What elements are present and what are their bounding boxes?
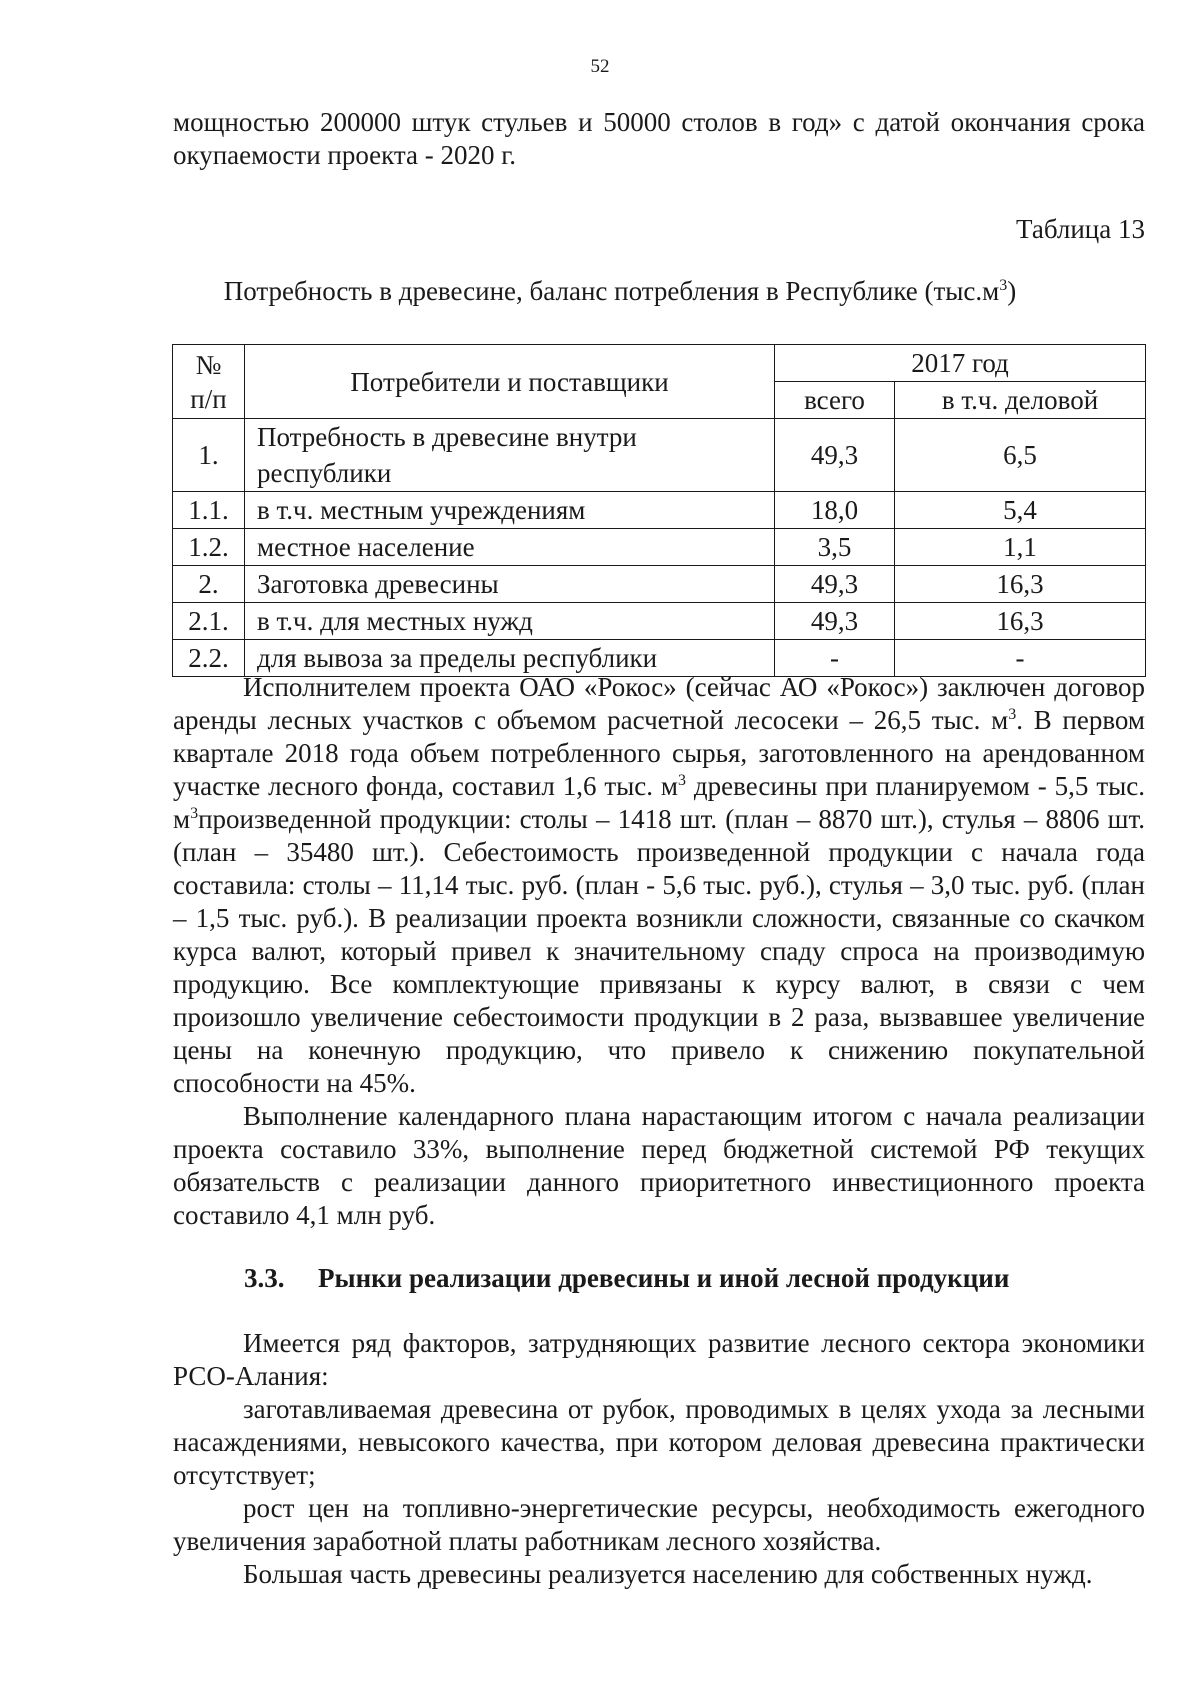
- section-paragraphs: [173, 1327, 1145, 1591]
- para1-sup2: 3: [678, 772, 687, 789]
- row-business: 5,4: [895, 492, 1146, 529]
- para1-part-b: . В первом квартале 2018 года объем потребленного сырья, заготовленного на арендованном участке лесного фонда, составил 1,6 тыс. м: [173, 705, 1146, 801]
- row-name: для вывоза за пределы республики: [245, 640, 775, 677]
- table-title: [0, 276, 1200, 307]
- paragraph-project-executor: [173, 671, 1145, 1100]
- header-name: Потребители и поставщики: [245, 345, 775, 419]
- row-business: -: [895, 640, 1146, 677]
- row-total: 3,5: [775, 529, 895, 566]
- table-row: [173, 603, 1146, 640]
- table-title-sup: 3: [999, 277, 1008, 294]
- row-business: 16,3: [895, 603, 1146, 640]
- consumption-table: [172, 344, 1146, 677]
- section-heading: [244, 1263, 1009, 1294]
- body-paragraphs: [173, 671, 1145, 1232]
- row-name: в т.ч. для местных нужд: [245, 603, 775, 640]
- table-row: [173, 529, 1146, 566]
- intro-text: мощностью 200000 штук стульев и 50000 столов в год» с датой окончания срока окупаемости проекта - 2020 г.: [173, 107, 1145, 170]
- paragraph-fuel-prices: рост цен на топливно-энергетические ресурсы, необходимость ежегодного увеличения заработной платы работникам лесного хозяйства.: [173, 1493, 1145, 1556]
- header-num-line2: п/п: [190, 383, 227, 414]
- row-total: 18,0: [775, 492, 895, 529]
- row-total: -: [775, 640, 895, 677]
- row-business: 6,5: [895, 419, 1146, 492]
- row-num: 1.: [173, 419, 245, 492]
- para1-sup3: 3: [190, 805, 199, 822]
- header-num: [173, 345, 245, 419]
- row-business: 16,3: [895, 566, 1146, 603]
- row-name: Потребность в древесине внутри республики: [245, 419, 775, 492]
- table-title-text: Потребность в древесине, баланс потребления в Республике (тыс.м: [223, 276, 1000, 306]
- table-row: [173, 419, 1146, 492]
- page-number: 52: [590, 56, 610, 77]
- row-total: 49,3: [775, 419, 895, 492]
- table-header-row: [173, 345, 1146, 382]
- section-title: Рынки реализации древесины и иной лесной продукции: [318, 1263, 1010, 1293]
- header-year: 2017 год: [775, 345, 1146, 382]
- intro-paragraph: [173, 106, 1145, 172]
- row-name: в т.ч. местным учреждениям: [245, 492, 775, 529]
- table-row: [173, 566, 1146, 603]
- para1-part-a: Исполнителем проекта ОАО «Рокос» (сейчас АО «Рокос») заключен договор аренды лесных участков с объемом расчетной лесосеки – 26,5 тыс. м: [173, 672, 1145, 735]
- para1-sup1: 3: [1008, 706, 1017, 723]
- para1-part-c: древесины при планируемом - 5,5 тыс. м: [173, 771, 1146, 834]
- table-row: [173, 492, 1146, 529]
- row-business: 1,1: [895, 529, 1146, 566]
- row-num: 1.1.: [173, 492, 245, 529]
- row-num: 1.2.: [173, 529, 245, 566]
- row-num: 2.: [173, 566, 245, 603]
- paragraph-population-sales: Большая часть древесины реализуется населению для собственных нужд.: [243, 1559, 1093, 1589]
- row-num: 2.2.: [173, 640, 245, 677]
- row-total: 49,3: [775, 603, 895, 640]
- paragraph-calendar-plan: Выполнение календарного плана нарастающим итогом с начала реализации проекта составило 33%, выполнение перед бюджетной системой РФ текущих обязательств с реализации данного приоритетного инвестиционного проекта составило 4,1 млн руб.: [173, 1101, 1145, 1230]
- header-total: всего: [775, 382, 895, 419]
- paragraph-timber-quality: заготавливаемая древесина от рубок, проводимых в целях ухода за лесными насаждениями, невысокого качества, при котором деловая древесина практически отсутствует;: [173, 1394, 1145, 1490]
- header-num-line1: №: [195, 349, 222, 380]
- section-number: 3.3.: [244, 1263, 285, 1293]
- para1-part-d: произведенной продукции: столы – 1418 шт. (план – 8870 шт.), стулья – 8806 шт. (план – 35480 шт.). Себестоимость произведенной продукции с начала года составила: столы – 11,14 тыс. руб. (план - 5,6 тыс. руб.), стулья – 3,0 тыс. руб. (план – 1,5 тыс. руб.). В реализации проекта возникли сложности, связанные со скачком курса валют, который привел к значительному спаду спроса на производимую продукцию. Все комплектующие привязаны к курсу валют, в связи с чем произошло увеличение себестоимости продукции в 2 раза, вызвавшее увеличение цены на конечную продукцию, что привело к снижению покупательной способности на 45%.: [173, 804, 1145, 1098]
- row-name: Заготовка древесины: [245, 566, 775, 603]
- header-business: в т.ч. деловой: [895, 382, 1146, 419]
- row-name: местное население: [245, 529, 775, 566]
- table-title-end: ): [1007, 276, 1017, 306]
- row-total: 49,3: [775, 566, 895, 603]
- row-num: 2.1.: [173, 603, 245, 640]
- paragraph-factors: Имеется ряд факторов, затрудняющих развитие лесного сектора экономики РСО-Алания:: [173, 1328, 1145, 1391]
- table-number: Таблица 13: [1016, 214, 1145, 244]
